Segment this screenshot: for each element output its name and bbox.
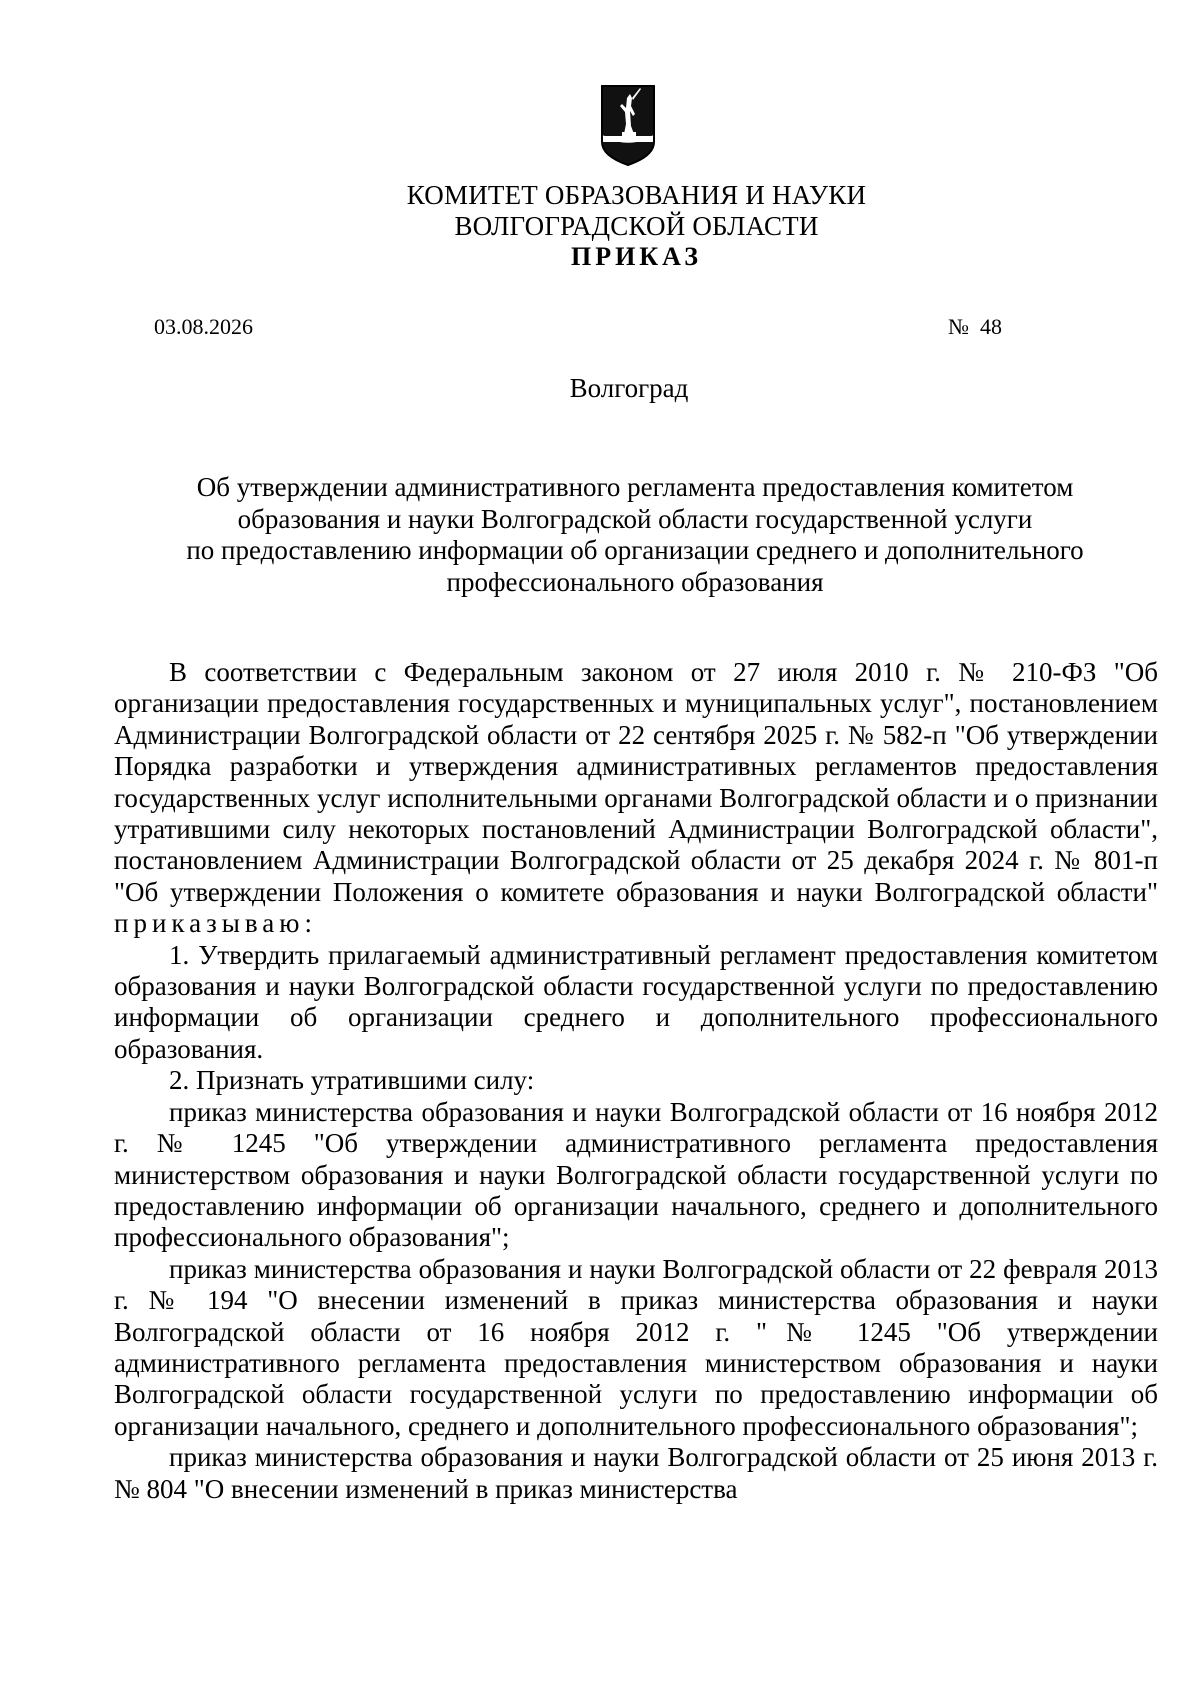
- body-paragraph: приказ министерства образования и науки Волгоградской области от 22 февраля 2013 г. № 194 "О внесении изменений в приказ министерства образования и науки Волгоградской области от 16 ноября 2012 г. "№ 1245 "Об утверждении административного регламента предоставления министерством образования и науки Волгоградской области государственной услуги по предоставлению информации об организации начального, среднего и дополнительного профессионального образования";: [114, 1253, 1158, 1441]
- org-name-line1: КОМИТЕТ ОБРАЗОВАНИЯ И НАУКИ: [406, 180, 867, 210]
- document-subject: [150, 472, 1120, 598]
- subject-line: профессионального образования: [446, 566, 824, 597]
- document-number: № 48: [948, 314, 1002, 339]
- order-word: приказываю:: [114, 908, 317, 939]
- document-city: Волгоград: [569, 373, 689, 403]
- header-block: [0, 180, 1200, 272]
- subject-line: Об утверждении административного регламента предоставления комитетом: [196, 472, 1074, 502]
- document-type: ПРИКАЗ: [570, 242, 703, 271]
- body-paragraph: 1. Утвердить прилагаемый административный регламент предоставления комитетом образования и науки Волгоградской области государственной услуги по предоставлению информации об организации среднего и дополнительного профессионального образования.: [114, 939, 1158, 1064]
- body-paragraph: приказ министерства образования и науки Волгоградской области от 16 ноября 2012 г. № 1245 "Об утверждении административного регламента предоставления министерством образования и науки Волгоградской области государственной услуги по предоставлению информации об организации начального, среднего и дополнительного профессионального образования";: [114, 1096, 1158, 1253]
- org-name-line2: ВОЛГОГРАДСКОЙ ОБЛАСТИ: [454, 211, 819, 241]
- body-paragraph: приказ министерства образования и науки Волгоградской области от 25 июня 2013 г. № 804 "О внесении изменений в приказ министерства: [114, 1442, 1158, 1504]
- paragraph-text: В соответствии с Федеральным законом от 27 июля 2010 г. № 210-ФЗ "Об организации предоставления государственных и муниципальных услуг", постановлением Администрации Волгоградской области от 22 сентября 2025 г. № 582-п "Об утверждении Порядка разработки и утверждения административных регламентов предоставления государственных услуг исполнительными органами Волгоградской области и о признании утратившими силу некоторых постановлений Администрации Волгоградской области", постановлением Администрации Волгоградской области от 25 декабря 2024 г. № 801-п "Об утверждении Положения о комитете образования и науки Волгоградской области": [114, 657, 1158, 907]
- coat-of-arms-icon: [600, 84, 656, 167]
- document-date: 03.08.2026: [154, 314, 253, 339]
- document-body: [114, 657, 1158, 1505]
- body-paragraph: [114, 657, 1158, 940]
- body-paragraph: 2. Признать утратившими силу:: [169, 1065, 535, 1096]
- subject-line: по предоставлению информации об организации среднего и дополнительного: [186, 535, 1084, 565]
- subject-line: образования и науки Волгоградской области государственной услуги: [237, 503, 1033, 534]
